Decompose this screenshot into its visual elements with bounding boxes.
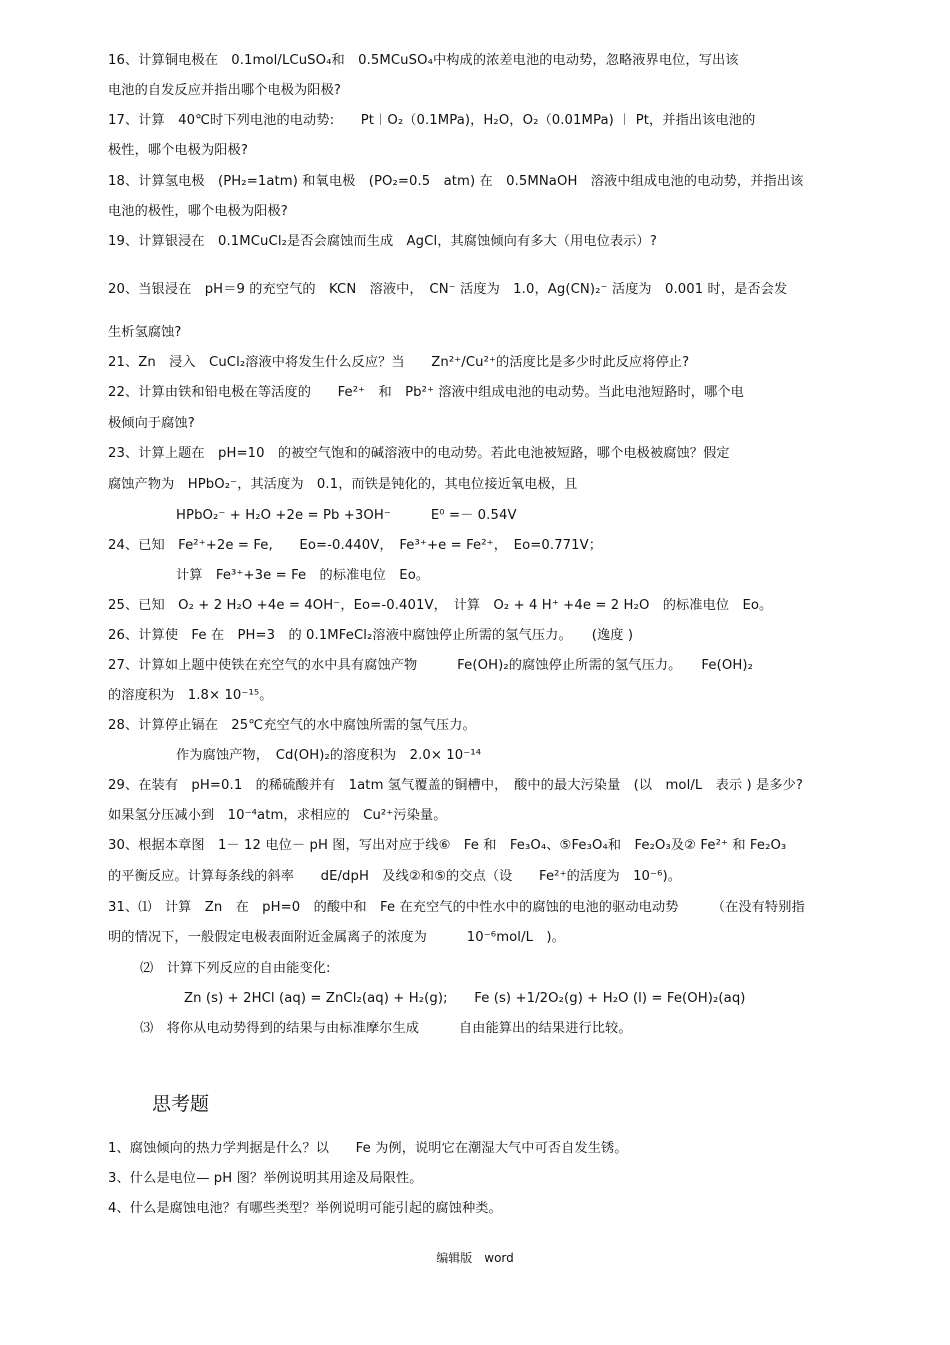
text-line: 腐蚀产物为 HPbO₂⁻，其活度为 0.1，而铁是钝化的，其电位接近氧电极，且	[108, 477, 578, 492]
text-line: 22、计算由铁和铅电极在等活度的 Fe²⁺ 和 Pb²⁺ 溶液中组成电池的电动势。当此电池短路时，哪个电	[108, 385, 744, 400]
text-line: 26、计算使 Fe 在 PH=3 的 0.1MFeCl₂溶液中腐蚀停止所需的氢气压力。 (逸度 )	[108, 628, 634, 643]
text-line: 的平衡反应。计算每条线的斜率 dE/dpH 及线②和⑤的交点（设 Fe²⁺的活度为 10⁻⁶)。	[108, 869, 682, 884]
text-line: HPbO₂⁻ + H₂O +2e = Pb +3OH⁻ E⁰ =－ 0.54V	[176, 508, 517, 523]
text-line: 19、计算银浸在 0.1MCuCl₂是否会腐蚀而生成 AgCl，其腐蚀倾向有多大（用电位表示）?	[108, 234, 657, 249]
text-line: 25、已知 O₂ + 2 H₂O +4e = 4OH⁻，Eo=-0.401V， 计算 O₂ + 4 H⁺ +4e = 2 H₂O 的标准电位 Eo。	[108, 598, 773, 613]
text-line: 4、什么是腐蚀电池？有哪些类型？举例说明可能引起的腐蚀种类。	[108, 1201, 502, 1216]
text-line: 电池的自发反应并指出哪个电极为阳极?	[108, 83, 341, 98]
section-heading: 思考题	[152, 1093, 210, 1115]
text-line: 如果氢分压减小到 10⁻⁴atm，求相应的 Cu²⁺污染量。	[108, 808, 447, 823]
text-line: 29、在装有 pH=0.1 的稀硫酸并有 1atm 氢气覆盖的铜槽中， 酸中的最大污染量 (以 mol/L 表示 ) 是多少?	[108, 778, 804, 793]
text-line: 作为腐蚀产物， Cd(OH)₂的溶度积为 2.0× 10⁻¹⁴	[176, 748, 482, 763]
text-line: 3、什么是电位— pH 图？举例说明其用途及局限性。	[108, 1171, 423, 1186]
text-line: 明的情况下，一般假定电极表面附近金属离子的浓度为 10⁻⁶mol/L )。	[108, 930, 565, 945]
text-line: 极性，哪个电极为阳极?	[108, 143, 248, 158]
text-line: 的溶度积为 1.8× 10⁻¹⁵。	[108, 688, 273, 703]
text-line: 计算 Fe³⁺+3e = Fe 的标准电位 Eo。	[176, 568, 430, 583]
text-line: 20、当银浸在 pH＝9 的充空气的 KCN 溶液中， CN⁻ 活度为 1.0，Ag(CN)₂⁻ 活度为 0.001 时，是否会发	[108, 282, 788, 297]
text-line: Zn (s) + 2HCl (aq) = ZnCl₂(aq) + H₂(g); Fe (s) +1/2O₂(g) + H₂O (l) = Fe(OH)₂(aq)	[184, 991, 746, 1006]
text-line: 24、已知 Fe²⁺+2e = Fe, Eo=-0.440V， Fe³⁺+e = Fe²⁺， Eo=0.771V；	[108, 538, 603, 553]
text-line: 27、计算如上题中使铁在充空气的水中具有腐蚀产物 Fe(OH)₂的腐蚀停止所需的氢气压力。 Fe(OH)₂	[108, 658, 753, 673]
text-line: 电池的极性，哪个电极为阳极?	[108, 204, 288, 219]
text-line: 21、Zn 浸入 CuCl₂溶液中将发生什么反应？当 Zn²⁺/Cu²⁺的活度比是多少时此反应将停止?	[108, 355, 690, 370]
text-line: 生析氢腐蚀?	[108, 325, 182, 340]
text-line: 30、根据本章图 1－ 12 电位－ pH 图，写出对应于线⑥ Fe 和 Fe₃O₄、⑤Fe₃O₄和 Fe₂O₃及② Fe²⁺ 和 Fe₂O₃	[108, 838, 787, 853]
text-line: 极倾向于腐蚀?	[108, 416, 195, 431]
text-line: 28、计算停止镉在 25℃充空气的水中腐蚀所需的氢气压力。	[108, 718, 476, 733]
text-line: 16、计算铜电极在 0.1mol/LCuSO₄和 0.5MCuSO₄中构成的浓差电池的电动势，忽略液界电位，写出该	[108, 53, 739, 68]
text-line: 18、计算氢电极 (PH₂=1atm) 和氧电极 (PO₂=0.5 atm) 在 0.5MNaOH 溶液中组成电池的电动势，并指出该	[108, 174, 804, 189]
text-line: 1、腐蚀倾向的热力学判据是什么？以 Fe 为例，说明它在潮湿大气中可否自发生锈。	[108, 1141, 628, 1156]
text-line: ⑶ 将你从电动势得到的结果与由标准摩尔生成 自由能算出的结果进行比较。	[140, 1021, 632, 1036]
page-footer: 编辑版 word	[436, 1251, 514, 1265]
text-line: 23、计算上题在 pH=10 的被空气饱和的碱溶液中的电动势。若此电池被短路，哪个电极被腐蚀？假定	[108, 446, 730, 461]
text-line: 17、计算 40℃时下列电池的电动势: Pt︱O₂（0.1MPa)，H₂O，O₂（0.01MPa) ︱ Pt，并指出该电池的	[108, 113, 756, 128]
text-line: 31、⑴ 计算 Zn 在 pH=0 的酸中和 Fe 在充空气的中性水中的腐蚀的电池的驱动电动势 （在没有特别指	[108, 900, 805, 915]
text-line: ⑵ 计算下列反应的自由能变化:	[140, 961, 331, 976]
